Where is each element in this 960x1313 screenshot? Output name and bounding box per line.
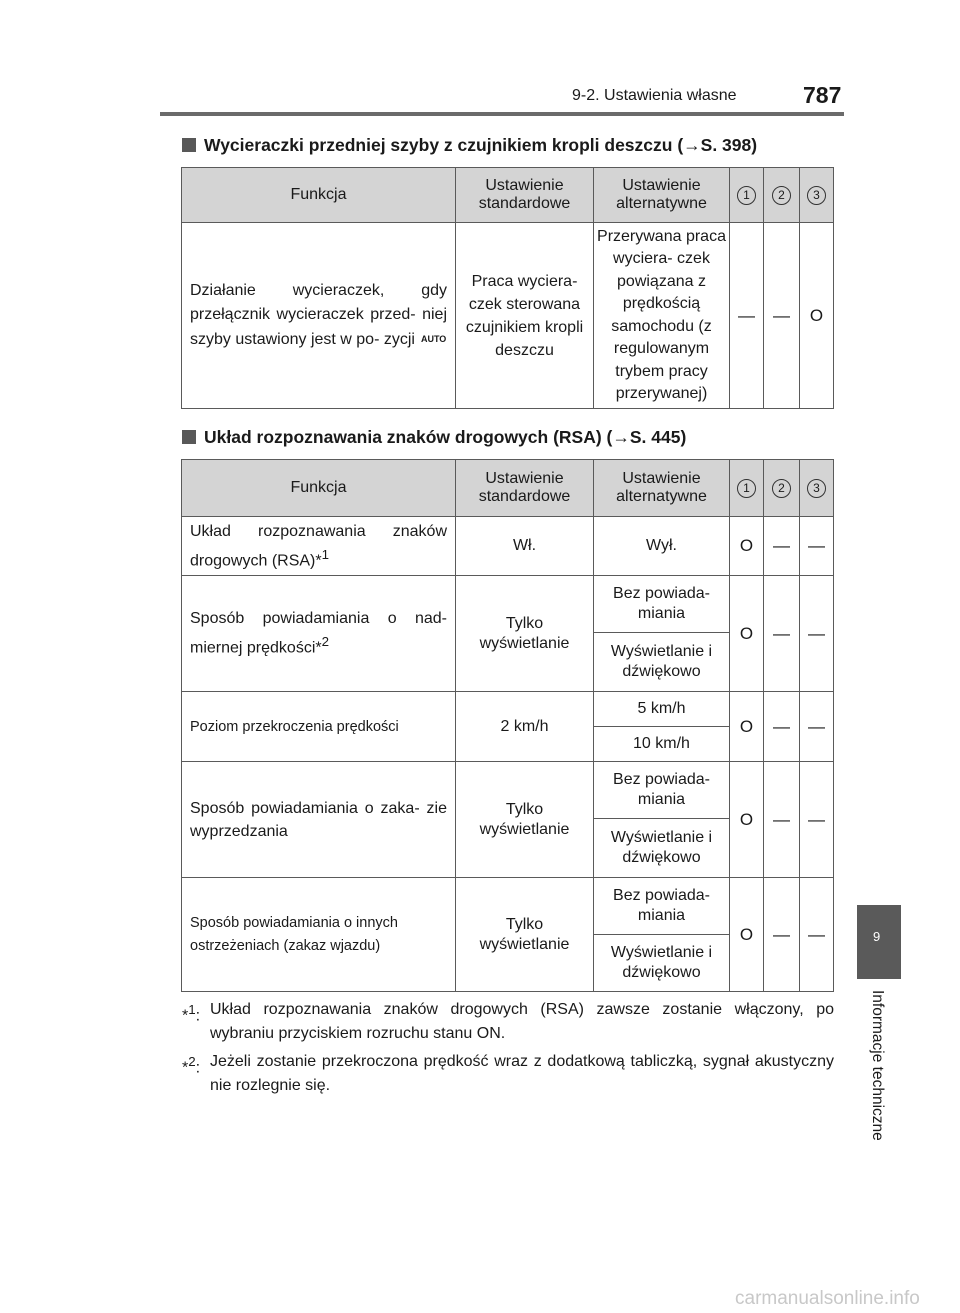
wiper-settings-table — [181, 167, 834, 409]
alternative-cell: Bez powiada- miania — [594, 878, 730, 935]
mark-1: O — [730, 762, 764, 878]
function-cell: Sposób powiadamiania o nad- miernej prędkości*$^2$ — [182, 576, 456, 692]
alternative-cell: 10 km/h — [594, 727, 730, 762]
footnote-text: Jeżeli zostanie przekroczona prędkość wraz z dodatkową tabliczką, sygnał akustyczny nie rozlegnie się. — [210, 1053, 834, 1094]
mark-3: — — [800, 878, 834, 992]
square-bullet-icon — [182, 430, 196, 444]
section-heading-wipers — [182, 135, 757, 156]
alternative-cell: Wył. — [594, 517, 730, 576]
col-header-function: Funkcja — [182, 168, 456, 223]
alternative-cell: Bez powiada- miania — [594, 576, 730, 633]
alternative-cell: 5 km/h — [594, 692, 730, 727]
alternative-cell: Wyświetlanie i dźwiękowo — [594, 819, 730, 878]
table-row — [182, 762, 834, 819]
table-row — [182, 517, 834, 576]
col-header-1 — [730, 460, 764, 517]
alternative-cell: Przerywana praca wyciera- czek powiązana z prędkością samochodu (z regulowanym trybem pracy przerywanej) — [594, 223, 730, 409]
table-header-row — [182, 460, 834, 517]
mark-1: O — [730, 692, 764, 762]
footnote-marker: *$^1$: — [182, 1002, 201, 1025]
rsa-settings-table — [181, 459, 834, 992]
col-header-1 — [730, 168, 764, 223]
footnote-marker: *$^2$: — [182, 1054, 201, 1077]
footnote-1 — [182, 998, 834, 1046]
mark-2: — — [764, 762, 800, 878]
mark-2: — — [764, 223, 800, 409]
function-cell: Działanie wycieraczek, gdy przełącznik wycieraczek przed- niej szyby ustawiony jest w po- zycji AUTO — [182, 223, 456, 409]
heading-text: Wycieraczki przedniej szyby z czujnikiem kropli deszczu ( — [204, 135, 684, 155]
function-cell: Sposób powiadamiania o zaka- zie wyprzedzania — [182, 762, 456, 878]
watermark-text: carmanualsonline.info — [735, 1288, 920, 1309]
chapter-number: 9 — [873, 929, 881, 944]
circled-2-icon: 2 — [772, 186, 791, 205]
mark-1: — — [730, 223, 764, 409]
alternative-cell: Bez powiada- miania — [594, 762, 730, 819]
circled-2-icon: 2 — [772, 479, 791, 498]
col-header-function: Funkcja — [182, 460, 456, 517]
mark-1: O — [730, 576, 764, 692]
mark-1: O — [730, 517, 764, 576]
chapter-label: Informacje techniczne — [869, 990, 886, 1141]
col-header-2 — [764, 460, 800, 517]
col-header-standard: Ustawienie standardowe — [456, 168, 594, 223]
standard-cell: Tylko wyświetlanie — [456, 576, 594, 692]
function-cell: Poziom przekroczenia prędkości — [182, 692, 456, 762]
circled-3-icon: 3 — [807, 186, 826, 205]
section-title: 9-2. Ustawienia własne — [572, 87, 737, 104]
mark-2: — — [764, 692, 800, 762]
table-header-row — [182, 168, 834, 223]
col-header-alternative: Ustawienie alternatywne — [594, 168, 730, 223]
mark-1: O — [730, 878, 764, 992]
function-cell: Sposób powiadamiania o innych ostrzeżeniach (zakaz wjazdu) — [182, 878, 456, 992]
page-reference-link[interactable]: →S. 445) — [612, 427, 687, 447]
circled-1-icon: 1 — [737, 186, 756, 205]
col-header-standard: Ustawienie standardowe — [456, 460, 594, 517]
standard-cell: Tylko wyświetlanie — [456, 762, 594, 878]
auto-position-icon: AUTO — [420, 334, 447, 344]
mark-3: — — [800, 576, 834, 692]
mark-2: — — [764, 517, 800, 576]
mark-3: — — [800, 762, 834, 878]
col-header-3 — [800, 168, 834, 223]
mark-3: — — [800, 692, 834, 762]
circled-3-icon: 3 — [807, 479, 826, 498]
standard-cell: Praca wyciera- czek sterowana czujnikiem kropli deszczu — [456, 223, 594, 409]
col-header-2 — [764, 168, 800, 223]
chapter-tab — [857, 905, 901, 979]
standard-cell: Tylko wyświetlanie — [456, 878, 594, 992]
mark-2: — — [764, 878, 800, 992]
circled-1-icon: 1 — [737, 479, 756, 498]
col-header-3 — [800, 460, 834, 517]
header-rule — [160, 112, 844, 116]
mark-3: — — [800, 517, 834, 576]
standard-cell: 2 km/h — [456, 692, 594, 762]
standard-cell: Wł. — [456, 517, 594, 576]
function-cell: Układ rozpoznawania znaków drogowych (RSA)*$^1$ — [182, 517, 456, 576]
section-heading-rsa — [182, 427, 686, 448]
alternative-cell: Wyświetlanie i dźwiękowo — [594, 633, 730, 692]
table-row — [182, 692, 834, 727]
table-row — [182, 878, 834, 935]
footnote-2 — [182, 1050, 834, 1098]
page-reference-link[interactable]: →S. 398) — [683, 135, 758, 155]
mark-3: O — [800, 223, 834, 409]
page-number: 787 — [803, 82, 842, 108]
square-bullet-icon — [182, 138, 196, 152]
alternative-cell: Wyświetlanie i dźwiękowo — [594, 935, 730, 992]
footnote-text: Układ rozpoznawania znaków drogowych (RSA) zawsze zostanie włączony, po wybraniu przyciskiem rozruchu stanu ON. — [210, 1001, 834, 1042]
heading-text: Układ rozpoznawania znaków drogowych (RSA) ( — [204, 427, 613, 447]
table-row — [182, 223, 834, 409]
table-row — [182, 576, 834, 633]
mark-2: — — [764, 576, 800, 692]
col-header-alternative: Ustawienie alternatywne — [594, 460, 730, 517]
